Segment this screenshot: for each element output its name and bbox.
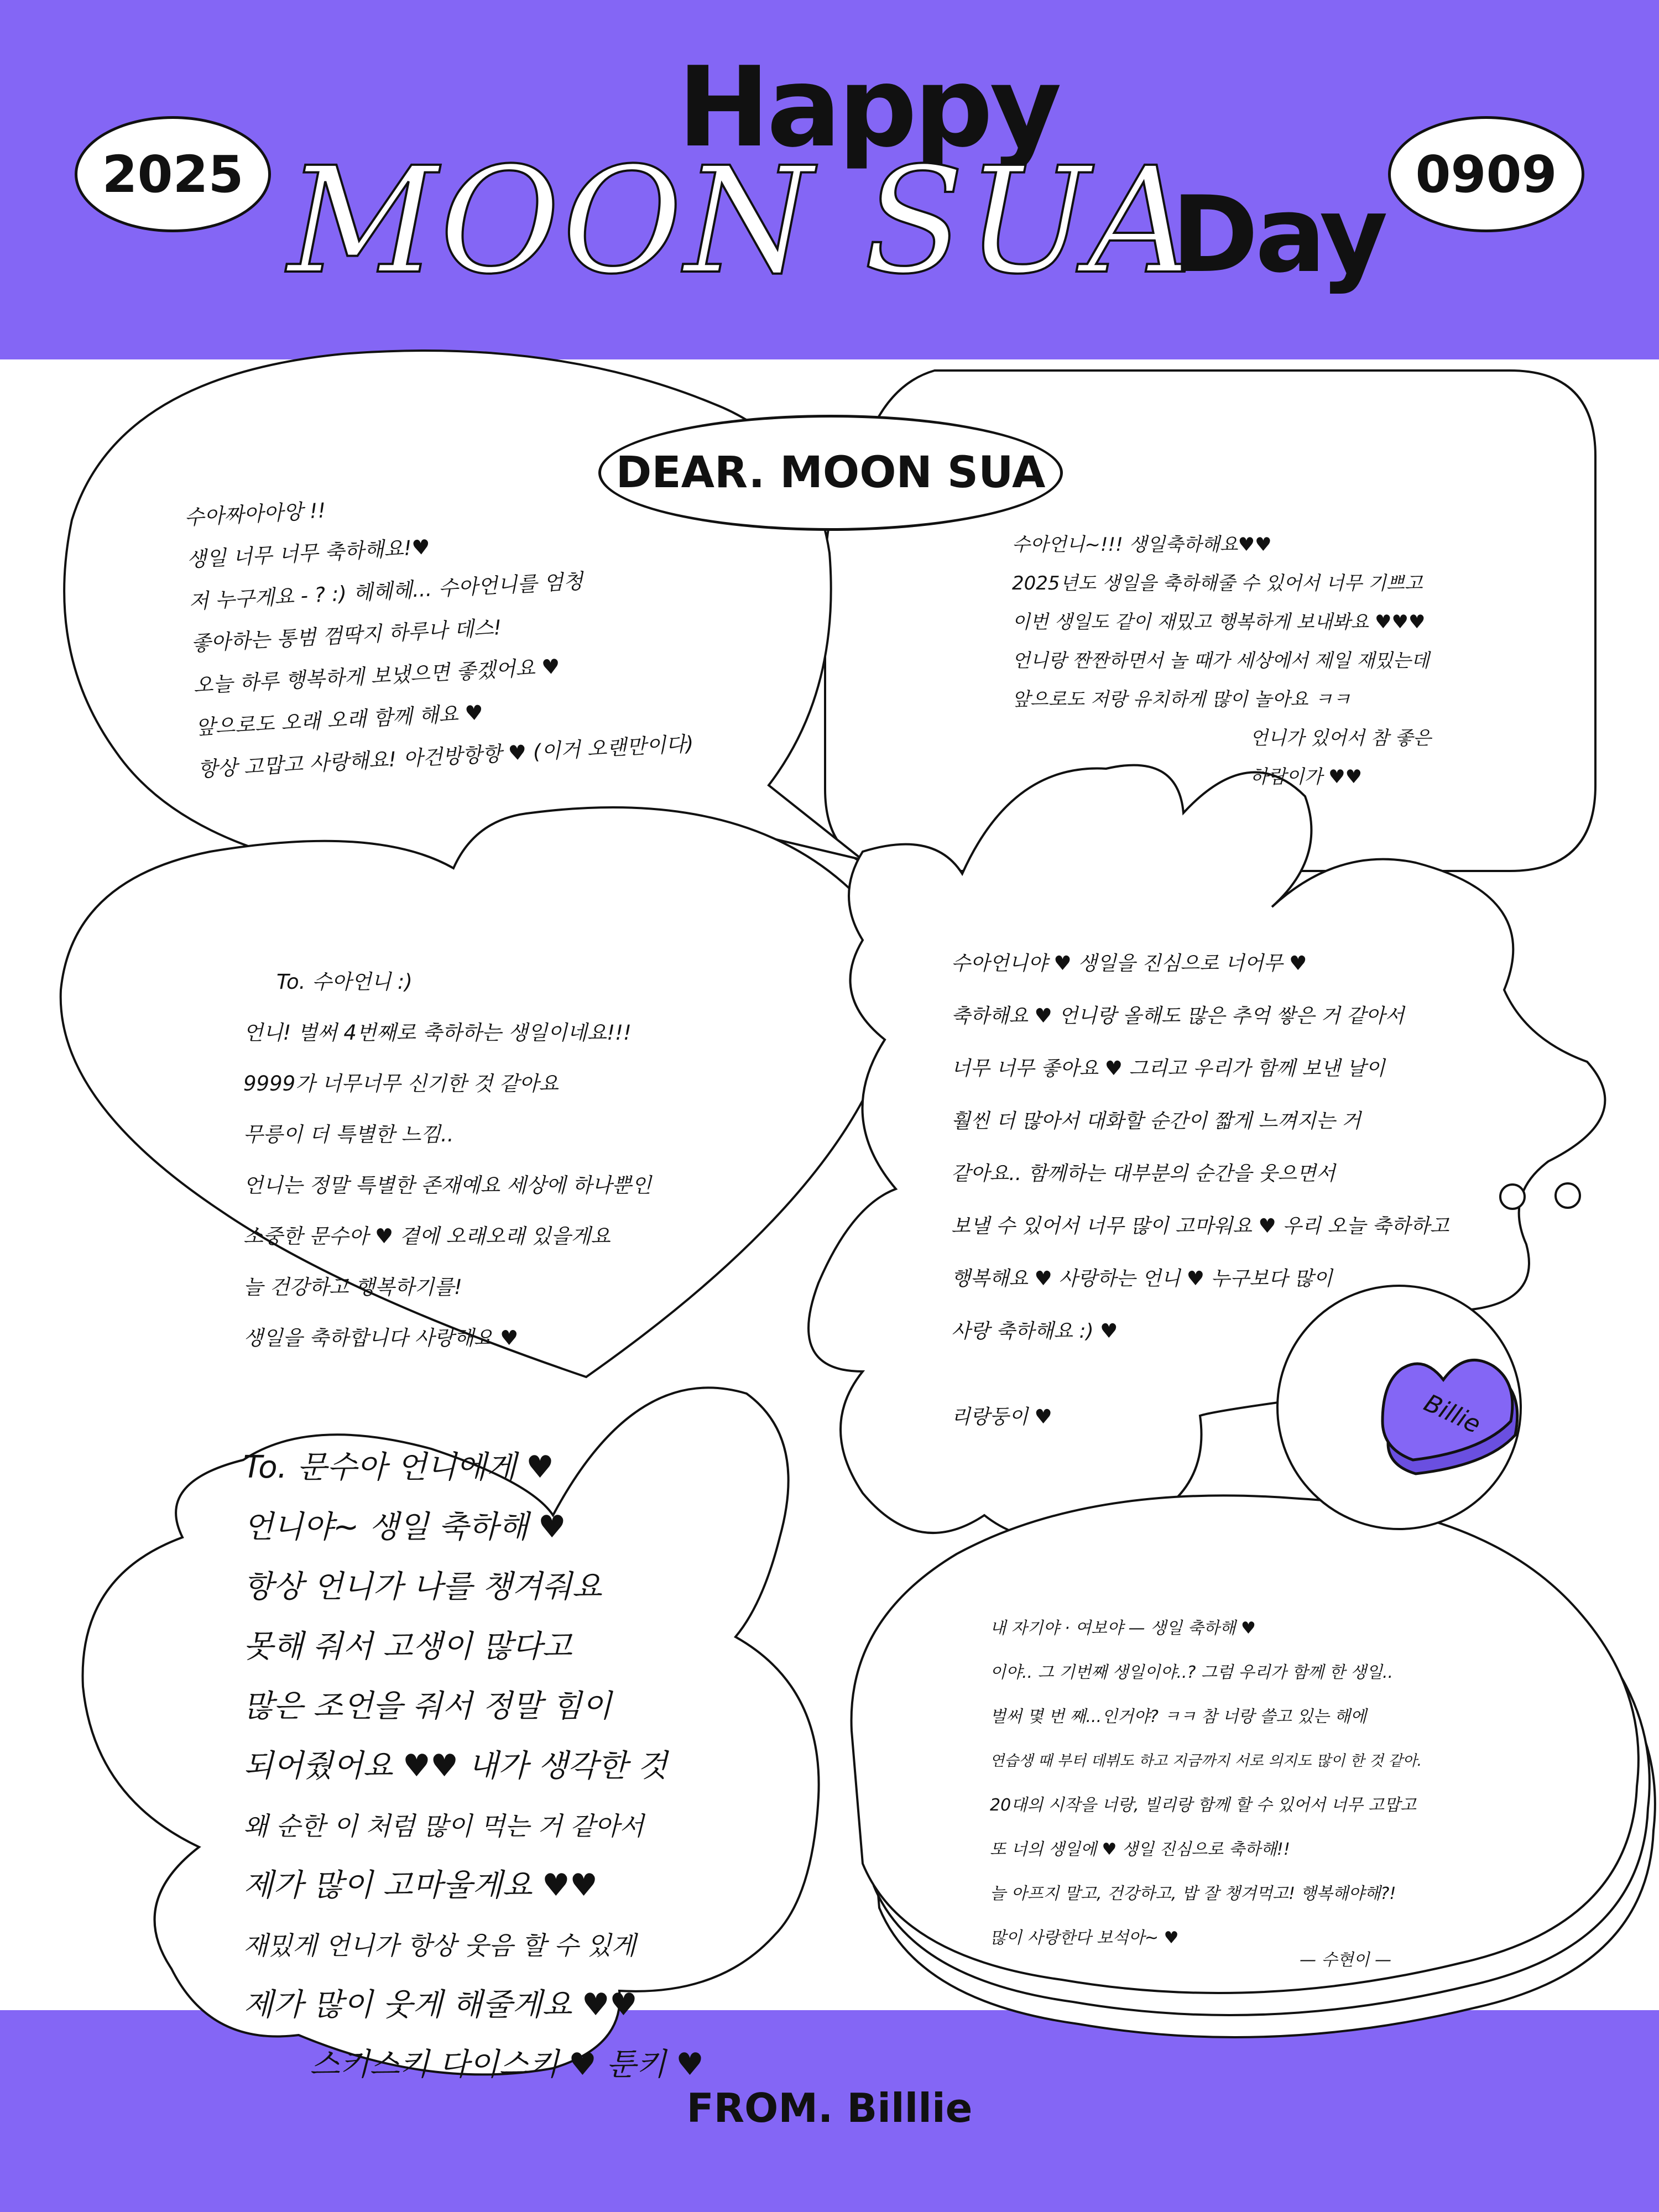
message-line: 축하해요 ♥ 언니랑 올해도 많은 추억 쌓은 거 같아서: [951, 1005, 1405, 1027]
message-line: 앞으로도 저랑 유치하게 많이 놀아요 ㅋㅋ: [1012, 688, 1351, 711]
svg-text:Billie: Billie: [1420, 1389, 1485, 1439]
message-line: 늘 아프지 말고, 건강하고, 밥 잘 챙겨먹고! 행복해야해?!: [990, 1884, 1396, 1903]
message-line: 오늘 하루 행복하게 보냈으면 좋겠어요 ♥: [192, 654, 561, 698]
message-line: 수아언니야 ♥ 생일을 진심으로 너어무 ♥: [951, 952, 1307, 975]
message-line: 하람이가 ♥♥: [1250, 766, 1363, 788]
title-name: MOON SUA: [288, 136, 1196, 306]
message-haram: [1012, 525, 1431, 796]
message-line: — 수현이 —: [1300, 1950, 1392, 1970]
message-line: 항상 언니가 나를 챙겨줘요: [243, 1569, 602, 1605]
from-label: FROM. Billlie: [686, 2085, 973, 2131]
message-line: 좋아하는 통범 껌딱지 하루나 데스!: [190, 615, 503, 656]
message-line: 연습생 때 부터 데뷔도 하고 지금까지 서로 의지도 많이 한 것 같아.: [990, 1752, 1422, 1770]
message-line: 같아요.. 함께하는 대부분의 순간을 웃으면서: [951, 1162, 1335, 1185]
message-line: 제가 많이 웃게 해줄게요 ♥♥: [243, 1987, 638, 2023]
title-day: Day: [1171, 174, 1385, 296]
message-line: 생일을 축하합니다 사랑해요 ♥: [243, 1326, 519, 1350]
message-line: 언니! 벌써 4번째로 축하하는 생일이네요!!!: [243, 1021, 632, 1045]
message-line: To. 수아언니 :): [276, 970, 413, 994]
message-line: 리랑둥이 ♥: [951, 1406, 1052, 1428]
message-flower: [951, 937, 1449, 1443]
message-line: 재밌게 언니가 항상 웃음 할 수 있게: [243, 1931, 636, 1960]
title-happy: Happy: [677, 43, 1059, 172]
message-line: 항상 고맙고 사랑해요! 아건방항항 ♥ (이거 오랜만이다): [197, 732, 695, 782]
message-line: 너무 너무 좋아요 ♥ 그리고 우리가 함께 보낸 날이: [951, 1057, 1385, 1080]
message-line: 저 누구게요 - ? :) 헤헤헤... 수아언니를 엄청: [188, 569, 584, 614]
message-line: 제가 많이 고마울게요 ♥♥: [243, 1867, 598, 1903]
message-line: 언니야~ 생일 축하해 ♥: [243, 1509, 566, 1545]
message-stack: [990, 1606, 1422, 1983]
message-line: 이번 생일도 같이 재밌고 행복하게 보내봐요 ♥♥♥: [1012, 611, 1426, 633]
message-line: To. 문수아 언니에게 ♥: [243, 1449, 554, 1485]
bubble-dot-small: [1556, 1183, 1580, 1208]
message-line: 사랑 축하해요 :) ♥: [951, 1320, 1118, 1343]
message-line: 수아언니~!!! 생일축하해요♥♥: [1012, 534, 1272, 556]
message-line: 벌써 몇 번 째...인거야? ㅋㅋ 참 너랑 쓸고 있는 해에: [990, 1707, 1366, 1726]
message-line: 많은 조언을 줘서 정말 힘이: [243, 1688, 612, 1724]
message-line: 또 너의 생일에 ♥ 생일 진심으로 축하해!!: [990, 1840, 1290, 1859]
message-line: 2025년도 생일을 축하해줄 수 있어서 너무 기쁘고: [1012, 572, 1423, 594]
message-line: 행복해요 ♥ 사랑하는 언니 ♥ 누구보다 많이: [951, 1267, 1333, 1290]
message-line: 9999가 너무너무 신기한 것 같아요: [243, 1072, 559, 1095]
message-line: 내 자기야 · 여보야 — 생일 축하해 ♥: [990, 1619, 1256, 1638]
message-line: 무릉이 더 특별한 느낌..: [243, 1123, 454, 1146]
message-line: 수아짜아아앙 !!: [184, 498, 327, 530]
message-line: 소중한 문수아 ♥ 곁에 오래오래 있을게요: [243, 1224, 611, 1248]
message-line: 늘 건강하고 행복하기를!: [243, 1275, 462, 1299]
message-line: 보낼 수 있어서 너무 많이 고마워요 ♥ 우리 오늘 축하하고: [951, 1215, 1449, 1238]
message-line: 많이 사랑한다 보석아~ ♥: [990, 1928, 1179, 1948]
bubble-dot-large: [1500, 1185, 1525, 1209]
date-badge: 0909: [1388, 116, 1584, 232]
year-badge: 2025: [75, 116, 271, 232]
message-line: 왜 순한 이 처럼 많이 먹는 거 같아서: [243, 1811, 644, 1841]
message-line: 생일 너무 너무 축하해요!♥: [186, 535, 431, 572]
message-clover: [243, 1438, 704, 2095]
message-heart: [243, 957, 651, 1364]
message-line: 언니랑 짠짠하면서 놀 때가 세상에서 제일 재밌는데: [1012, 650, 1430, 672]
message-line: 언니는 정말 특별한 존재예요 세상에 하나뿐인: [243, 1173, 651, 1197]
message-line: 못해 줘서 고생이 많다고: [243, 1629, 572, 1665]
message-line: 언니가 있어서 참 좋은: [1250, 727, 1432, 749]
message-line: 훨씬 더 많아서 대화할 순간이 짧게 느껴지는 거: [951, 1110, 1361, 1133]
message-line: 이야.. 그 기번째 생일이야..? 그럼 우리가 함께 한 생일..: [990, 1663, 1394, 1682]
message-line: 되어줬어요 ♥♥ 내가 생각한 것: [243, 1748, 667, 1784]
message-line: 스키스키 다이스키 ♥ 툰키 ♥: [310, 2047, 704, 2083]
message-line: 20대의 시작을 너랑, 빌리랑 함께 할 수 있어서 너무 고맙고: [990, 1796, 1417, 1815]
dear-label: DEAR. MOON SUA: [598, 415, 1063, 531]
message-haruna: [184, 471, 695, 791]
message-line: 앞으로도 오래 오래 함께 해요 ♥: [195, 701, 484, 740]
